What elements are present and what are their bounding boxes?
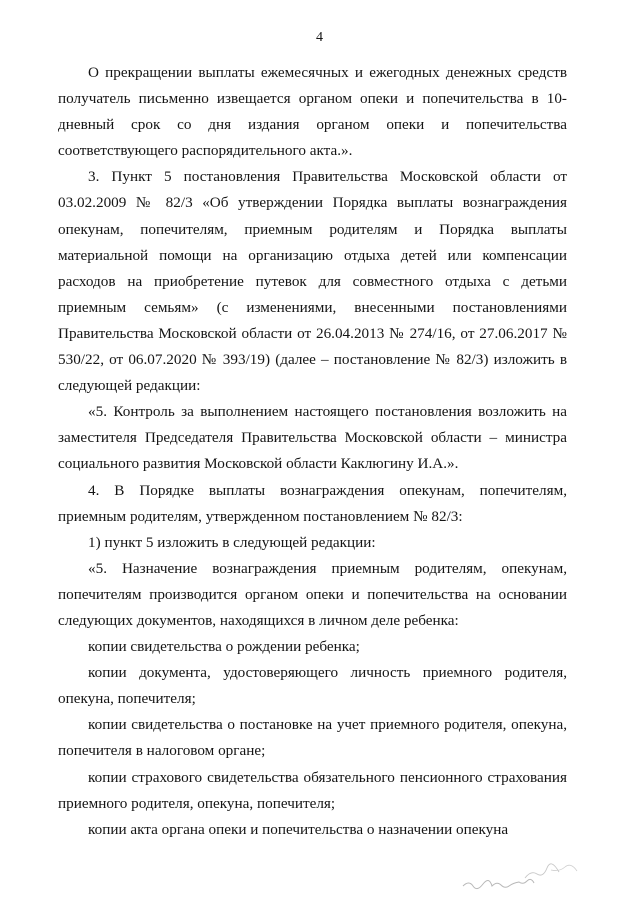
document-body (58, 60, 567, 843)
paragraph: копии документа, удостоверяющего личность приемного родителя, опекуна, попечителя; (58, 664, 567, 708)
paragraph: 4. В Порядке выплаты вознаграждения опекунам, попечителям, приемным родителям, утвержденном постановлением № 82/3: (58, 481, 567, 525)
page-number: 4 (316, 30, 323, 45)
paragraph: О прекращении выплаты ежемесячных и ежегодных денежных средств получатель письменно извещается органом опеки и попечительства в 10-дневный срок со дня издания органом опеки и попечительства соответствующего распорядительного акта.». (58, 64, 567, 160)
paragraph: 1) пункт 5 изложить в следующей редакции: (88, 533, 376, 551)
paragraph: «5. Назначение вознаграждения приемным родителям, опекунам, попечителям производится органом опеки и попечительства на основании следующих документов, находящихся в личном деле ребенка: (58, 559, 567, 629)
paragraph: копии акта органа опеки и попечительства о назначении опекуна (88, 820, 509, 838)
paragraph: 3. Пункт 5 постановления Правительства Московской области от 03.02.2009 № 82/3 «Об утверждении Порядка выплаты вознаграждения опекунам, попечителям, приемным родителям и Порядка выплаты материальной помощи на организацию отдыха детей или компенсации расходов на приобретение путевок для совместного отдыха с детьми приемным семьям» (с изменениями, внесенными постановлениями Правительства Московской области от 26.04.2013 № 274/16, от 27.06.2017 № 530/22, от 06.07.2020 № 393/19) (далее – постановление № 82/3) изложить в следующей редакции: (58, 168, 567, 395)
paragraph: копии свидетельства о рождении ребенка; (88, 638, 360, 656)
faint-signature-mark (455, 858, 595, 898)
paragraph: копии свидетельства о постановке на учет приемного родителя, опекуна, попечителя в налоговом органе; (58, 716, 567, 760)
paragraph: копии страхового свидетельства обязательного пенсионного страхования приемного родителя, опекуна, попечителя; (58, 768, 567, 812)
paragraph: «5. Контроль за выполнением настоящего постановления возложить на заместителя Председателя Правительства Московской области – министра социального развития Московской области Каклюгину И.А.». (58, 403, 567, 473)
